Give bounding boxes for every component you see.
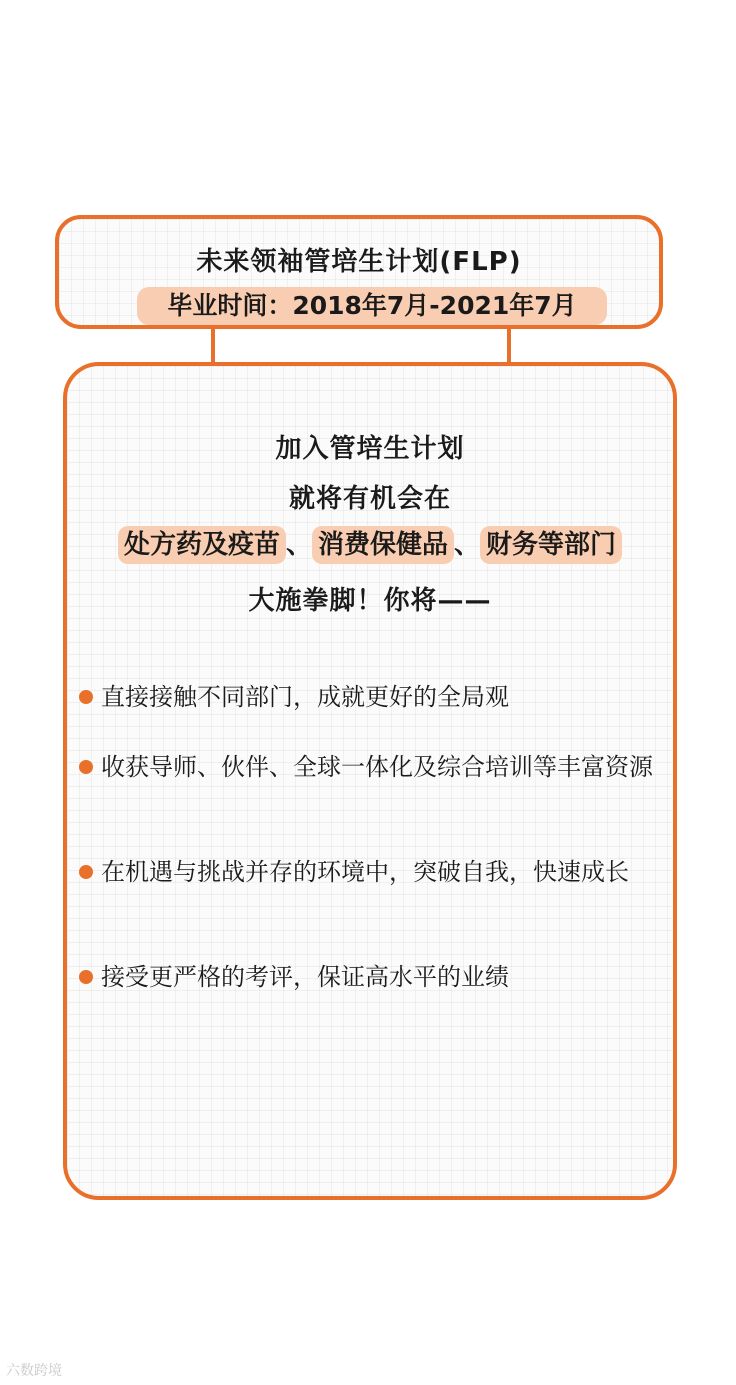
department-highlight: 处方药及疫苗 (118, 526, 286, 564)
department-highlight: 财务等部门 (480, 526, 622, 564)
department-highlight: 消费保健品 (312, 526, 454, 564)
program-benefits-card (63, 362, 677, 1200)
highlight-separator: 、 (285, 530, 312, 560)
benefit-text: 接受更严格的考评，保证高水平的业绩 (101, 963, 509, 991)
department-highlights (67, 526, 673, 564)
benefit-item (79, 750, 664, 784)
program-title-card (55, 215, 663, 329)
benefit-item (79, 855, 664, 889)
intro-line-4: 大施拳脚！你将—— (248, 586, 492, 616)
program-title: 未来领袖管培生计划(FLP) (196, 247, 522, 277)
benefit-item (79, 680, 664, 714)
bullet-dot-icon (79, 970, 93, 984)
watermark: 六数跨境 (6, 1363, 62, 1379)
benefit-text: 收获导师、伙伴、全球一体化及综合培训等丰富资源 (101, 753, 653, 781)
intro-line-2: 就将有机会在 (288, 484, 451, 514)
bullet-dot-icon (79, 690, 93, 704)
bullet-dot-icon (79, 865, 93, 879)
bullet-dot-icon (79, 760, 93, 774)
graduation-date-badge: 毕业时间：2018年7月-2021年7月 (137, 287, 607, 325)
benefit-text: 直接接触不同部门，成就更好的全局观 (101, 683, 509, 711)
intro-line-1: 加入管培生计划 (275, 434, 465, 464)
benefit-text: 在机遇与挑战并存的环境中，突破自我，快速成长 (101, 858, 629, 886)
highlight-separator: 、 (454, 530, 481, 560)
benefit-item (79, 960, 664, 994)
